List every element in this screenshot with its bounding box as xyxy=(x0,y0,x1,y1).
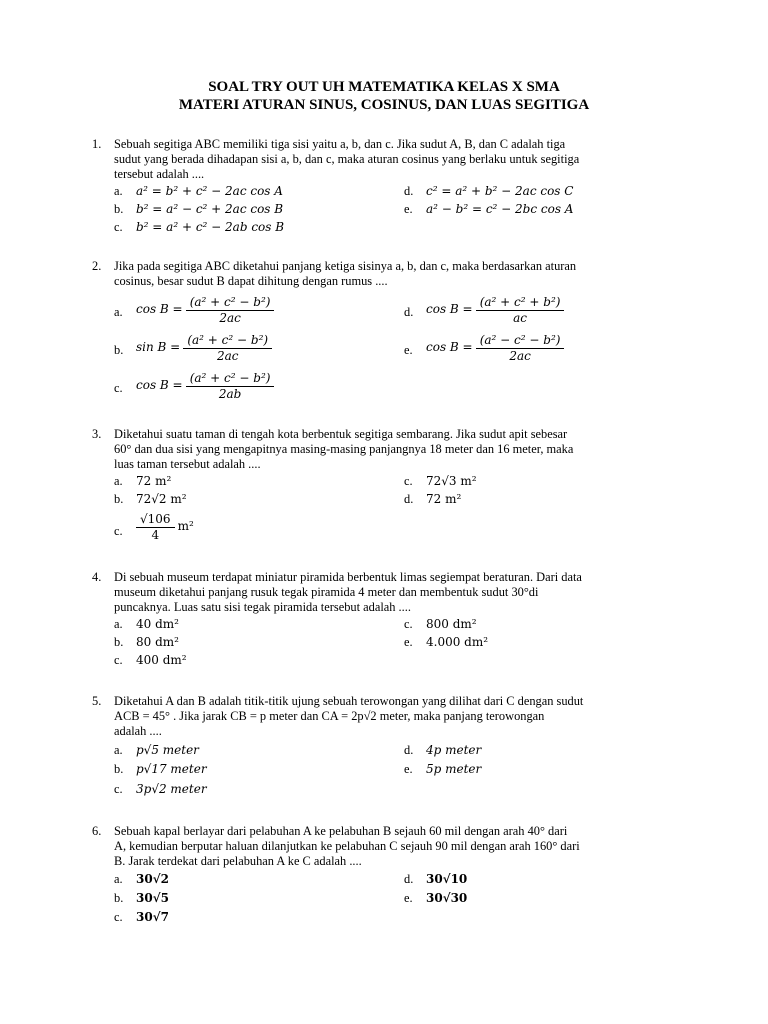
question-text xyxy=(114,694,682,739)
option-text: 4.000 dm² xyxy=(426,635,489,650)
fraction-numerator: (a² − c² − b²) xyxy=(476,333,565,349)
document-title-line2: MATERI ATURAN SINUS, COSINUS, DAN LUAS SEGITIGA xyxy=(178,97,590,113)
option-label: d. xyxy=(404,492,414,507)
option-label: b. xyxy=(114,635,124,650)
question-4 xyxy=(92,570,682,673)
option-label: b. xyxy=(114,343,124,358)
formula-lhs: cos B = xyxy=(426,302,473,317)
document-title-line1: SOAL TRY OUT UH MATEMATIKA KELAS X SMA xyxy=(208,79,560,95)
question-line: Diketahui A dan B adalah titik-titik ujung sebuah terowongan yang dilihat dari C dengan sudut xyxy=(114,694,584,708)
fraction-numerator: (a² + c² − b²) xyxy=(186,295,275,311)
formula-lhs: cos B = xyxy=(136,302,183,317)
question-line: museum diketahui panjang rusuk tegak piramida 4 meter dan membentuk sudut 30°di xyxy=(114,585,539,600)
formula-lhs: cos B = xyxy=(136,378,183,393)
options-list xyxy=(114,182,682,240)
option-text: 30√7 xyxy=(136,910,169,925)
question-line: B. Jarak terdekat dari pelabuhan A ke C adalah .... xyxy=(114,854,362,869)
fraction-denominator: 4 xyxy=(151,528,160,542)
option-label: d. xyxy=(404,872,414,887)
question-text xyxy=(114,137,682,182)
option-text: 72√2 m² xyxy=(136,492,187,507)
question-line: tersebut adalah .... xyxy=(114,167,205,182)
question-text xyxy=(114,427,682,472)
option-text: 72 m² xyxy=(136,474,172,489)
question-number: 3. xyxy=(92,427,102,441)
option-text: 400 dm² xyxy=(136,653,187,668)
option-text: 800 dm² xyxy=(426,617,477,632)
options-list xyxy=(114,472,682,550)
question-number: 5. xyxy=(92,694,102,708)
option-text: b² = a² − c² + 2ac cos B xyxy=(136,202,284,217)
question-number: 4. xyxy=(92,570,102,584)
option-text: c² = a² + b² − 2ac cos C xyxy=(426,184,574,199)
option-text: 3p√2 meter xyxy=(136,782,207,797)
options-list xyxy=(114,289,682,409)
unit-label: m² xyxy=(177,519,194,534)
option-formula xyxy=(136,512,194,542)
option-text: 30√30 xyxy=(426,891,468,906)
question-line: sudut yang berada dihadapan sisi a, b, dan c, maka aturan cosinus yang berlaku untuk segitiga xyxy=(114,152,580,167)
option-text: 72 m² xyxy=(426,492,462,507)
question-number: 6. xyxy=(92,824,102,838)
option-label: c. xyxy=(114,653,123,668)
question-line: luas taman tersebut adalah .... xyxy=(114,457,261,472)
option-text: p√17 meter xyxy=(136,762,207,777)
question-line: Sebuah segitiga ABC memiliki tiga sisi yaitu a, b, dan c. Jika sudut A, B, dan C adalah tiga xyxy=(114,137,566,151)
formula-lhs: cos B = xyxy=(426,340,473,355)
option-label: b. xyxy=(114,891,124,906)
option-label: c. xyxy=(404,617,413,632)
fraction xyxy=(136,512,175,542)
question-line: Diketahui suatu taman di tengah kota berbentuk segitiga sembarang. Jika sudut apit sebesar xyxy=(114,427,568,441)
option-label: a. xyxy=(114,743,123,758)
question-line: A, kemudian berputar haluan dilanjutkan ke pelabuhan C sejauh 90 mil dengan arah 160° dari xyxy=(114,839,580,854)
options-list xyxy=(114,615,682,673)
question-line: adalah .... xyxy=(114,724,162,739)
option-label: a. xyxy=(114,474,123,489)
option-label: c. xyxy=(114,910,123,925)
question-text xyxy=(114,259,682,289)
formula-lhs: sin B = xyxy=(136,340,181,355)
fraction-numerator: (a² + c² + b²) xyxy=(476,295,565,311)
option-text: p√5 meter xyxy=(136,743,199,758)
option-label: c. xyxy=(114,782,123,797)
fraction-numerator: √106 xyxy=(136,512,175,528)
fraction xyxy=(476,333,565,363)
option-label: e. xyxy=(404,202,413,217)
question-line: ACB = 45° . Jika jarak CB = p meter dan CA = 2p√2 meter, maka panjang terowongan xyxy=(114,709,545,724)
question-line: Jika pada segitiga ABC diketahui panjang ketiga sisinya a, b, dan c, maka berdasarkan aturan xyxy=(114,259,577,273)
option-text: 30√2 xyxy=(136,872,169,887)
question-line: 60° dan dua sisi yang mengapitnya masing-masing panjangnya 18 meter dan 16 meter, maka xyxy=(114,442,574,457)
question-1 xyxy=(92,137,682,240)
option-text: 4p meter xyxy=(426,743,482,758)
option-text: 30√5 xyxy=(136,891,169,906)
option-label: c. xyxy=(404,474,413,489)
fraction xyxy=(186,295,275,325)
question-line: Di sebuah museum terdapat miniatur piramida berbentuk limas segiempat beraturan. Dari data xyxy=(114,570,582,584)
option-formula xyxy=(136,333,272,363)
question-number: 2. xyxy=(92,259,102,273)
option-label: e. xyxy=(404,762,413,777)
option-label: a. xyxy=(114,617,123,632)
option-text: 30√10 xyxy=(426,872,468,887)
options-list xyxy=(114,869,682,929)
question-3 xyxy=(92,427,682,550)
question-text xyxy=(114,570,682,615)
option-label: e. xyxy=(404,891,413,906)
fraction-denominator: 2ac xyxy=(509,348,531,363)
option-text: b² = a² + c² − 2ab cos B xyxy=(136,220,285,235)
option-formula xyxy=(136,295,274,325)
question-5 xyxy=(92,694,682,797)
option-label: b. xyxy=(114,492,124,507)
option-label: d. xyxy=(404,305,414,320)
options-list xyxy=(114,739,682,797)
option-label: e. xyxy=(404,343,413,358)
option-label: c. xyxy=(114,220,123,235)
option-label: b. xyxy=(114,762,124,777)
fraction xyxy=(476,295,565,325)
question-text xyxy=(114,824,682,869)
option-text: a² = b² + c² − 2ac cos A xyxy=(136,184,283,199)
question-2 xyxy=(92,259,682,409)
fraction xyxy=(183,333,272,363)
option-formula xyxy=(426,333,564,363)
fraction-denominator: 2ab xyxy=(218,386,242,401)
question-line: cosinus, besar sudut B dapat dihitung dengan rumus .... xyxy=(114,274,388,289)
option-formula xyxy=(426,295,564,325)
option-label: b. xyxy=(114,202,124,217)
question-6 xyxy=(92,824,682,929)
option-label: a. xyxy=(114,872,123,887)
option-label: a. xyxy=(114,305,123,320)
option-label: d. xyxy=(404,743,414,758)
option-text: 40 dm² xyxy=(136,617,179,632)
option-label: c. xyxy=(114,524,123,539)
question-line: puncaknya. Luas satu sisi tegak piramida tersebut adalah .... xyxy=(114,600,411,615)
option-label: e. xyxy=(404,635,413,650)
option-label: a. xyxy=(114,184,123,199)
option-label: d. xyxy=(404,184,414,199)
option-formula xyxy=(136,371,274,401)
option-label: c. xyxy=(114,381,123,396)
fraction-denominator: 2ac xyxy=(216,348,239,363)
option-text: 80 dm² xyxy=(136,635,179,650)
option-text: 5p meter xyxy=(426,762,482,777)
fraction-numerator: (a² + c² − b²) xyxy=(186,371,275,387)
fraction-numerator: (a² + c² − b²) xyxy=(183,333,272,349)
option-text: a² − b² = c² − 2bc cos A xyxy=(426,202,574,217)
fraction xyxy=(186,371,275,401)
fraction-denominator: ac xyxy=(513,310,528,325)
question-number: 1. xyxy=(92,137,102,151)
fraction-denominator: 2ac xyxy=(219,310,241,325)
option-text: 72√3 m² xyxy=(426,474,477,489)
question-line: Sebuah kapal berlayar dari pelabuhan A ke pelabuhan B sejauh 60 mil dengan arah 40° dari xyxy=(114,824,568,838)
